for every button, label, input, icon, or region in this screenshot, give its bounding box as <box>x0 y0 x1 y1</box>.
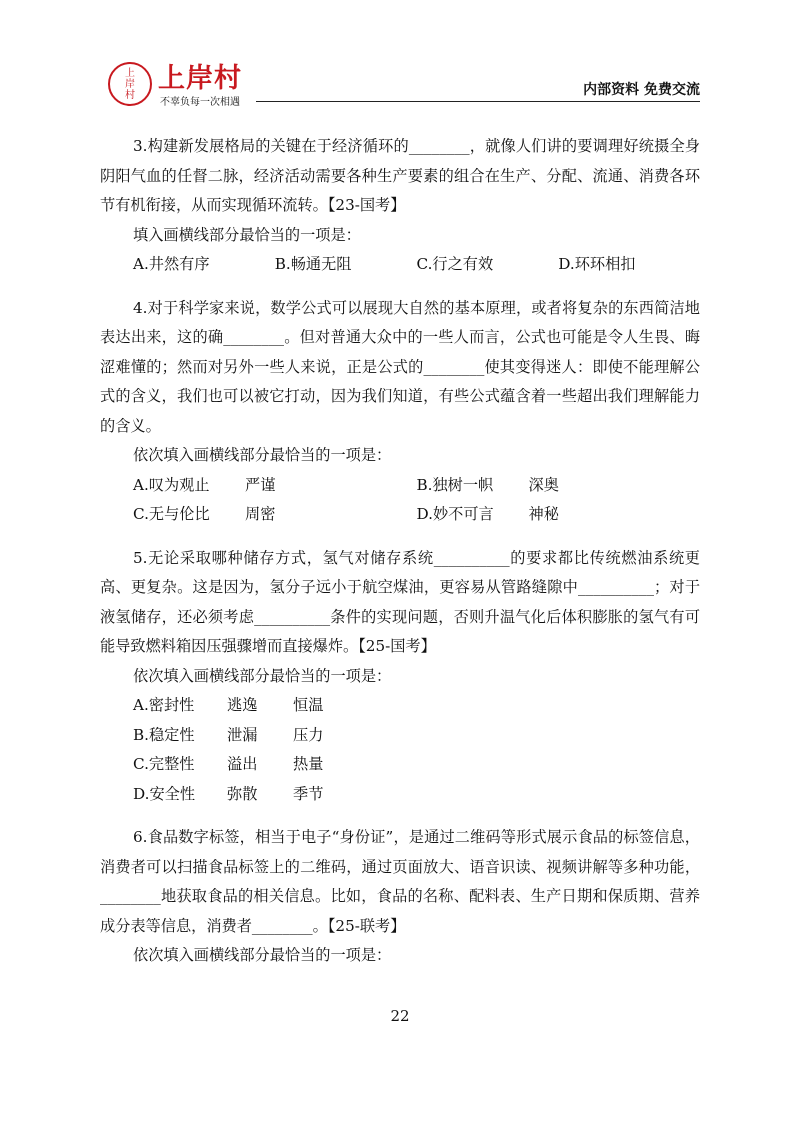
question-stem: 3.构建新发展格局的关键在于经济循环的________，就像人们讲的要调理好统摄全身阴阳气血的任督二脉，经济活动需要各种生产要素的组合在生产、分配、流通、消费各环节有机衔接，从而实现循环流转。【23-国考】 <box>100 137 700 214</box>
option-d: D.妙不可言 神秘 <box>416 505 559 523</box>
page-header <box>0 0 800 115</box>
header-note: 内部资料 免费交流 <box>583 82 700 98</box>
question-instruction: 填入画横线部分最恰当的一项是： <box>133 225 361 244</box>
question-6 <box>100 823 700 971</box>
question-3 <box>100 132 700 280</box>
option-b: B.畅通无阻 <box>274 255 352 273</box>
question-instruction: 依次填入画横线部分最恰当的一项是： <box>133 946 392 964</box>
question-instruction: 依次填入画横线部分最恰当的一项是： <box>133 666 392 685</box>
option-a: A.井然有序 <box>133 255 210 273</box>
logo-seal <box>108 62 152 106</box>
question-stem: 5.无论采取哪种储存方式，氢气对储存系统__________的要求都比传统燃油系统更高、更复杂。这是因为，氢分子远小于航空煤油，更容易从管路缝隙中__________；对于液氢储存，还必须考虑__________条件的实现问题，否则升温气化后体积膨胀的氢气有可能导致燃料箱因压强骤增而直接爆炸。【25-国考】 <box>100 548 700 655</box>
question-stem: 4.对于科学家来说，数学公式可以展现大自然的基本原理，或者将复杂的东西简洁地表达出来，这的确________。但对普通大众中的一些人而言，公式也可能是令人生畏、晦涩难懂的；然而对另外一些人来说，正是公式的________使其变得迷人：即使不能理解公式的含义，我们也可以被它打动，因为我们知道，有些公式蕴含着一些超出我们理解能力的含义。 <box>100 298 700 435</box>
question-5 <box>100 544 700 810</box>
option-b: B.稳定性 泄漏 压力 <box>133 725 324 744</box>
page-number: 22 <box>390 1007 410 1025</box>
logo-seal-text: 上岸村 <box>125 67 135 101</box>
options-row <box>133 250 700 280</box>
option-c: C.完整性 溢出 热量 <box>133 755 324 773</box>
options-grid <box>133 471 700 530</box>
question-4 <box>100 294 700 530</box>
question-instruction: 依次填入画横线部分最恰当的一项是： <box>133 446 392 464</box>
option-c: C.无与伦比 周密 <box>133 505 276 523</box>
page-content <box>100 132 700 971</box>
question-stem: 6.食品数字标签，相当于电子“身份证”，是通过二维码等形式展示食品的标签信息，消费者可以扫描食品标签上的二维码，通过页面放大、语音识读、视频讲解等多种功能，________地获取食品的相关信息。比如，食品的名称、配料表、生产日期和保质期、营养成分表等信息，消费者________。【25-联考】 <box>100 828 700 935</box>
header-divider <box>256 101 700 102</box>
logo-title: 上岸村 <box>158 63 242 94</box>
options-list <box>133 691 700 809</box>
option-d: D.安全性 弥散 季节 <box>133 784 324 803</box>
option-c: C.行之有效 <box>416 255 494 273</box>
logo-slogan: 不辜负每一次相遇 <box>160 97 240 108</box>
option-a: A.叹为观止 严谨 <box>133 475 276 494</box>
option-b: B.独树一帜 深奥 <box>416 475 559 494</box>
option-a: A.密封性 逃逸 恒温 <box>133 696 324 714</box>
option-d: D.环环相扣 <box>558 255 636 273</box>
